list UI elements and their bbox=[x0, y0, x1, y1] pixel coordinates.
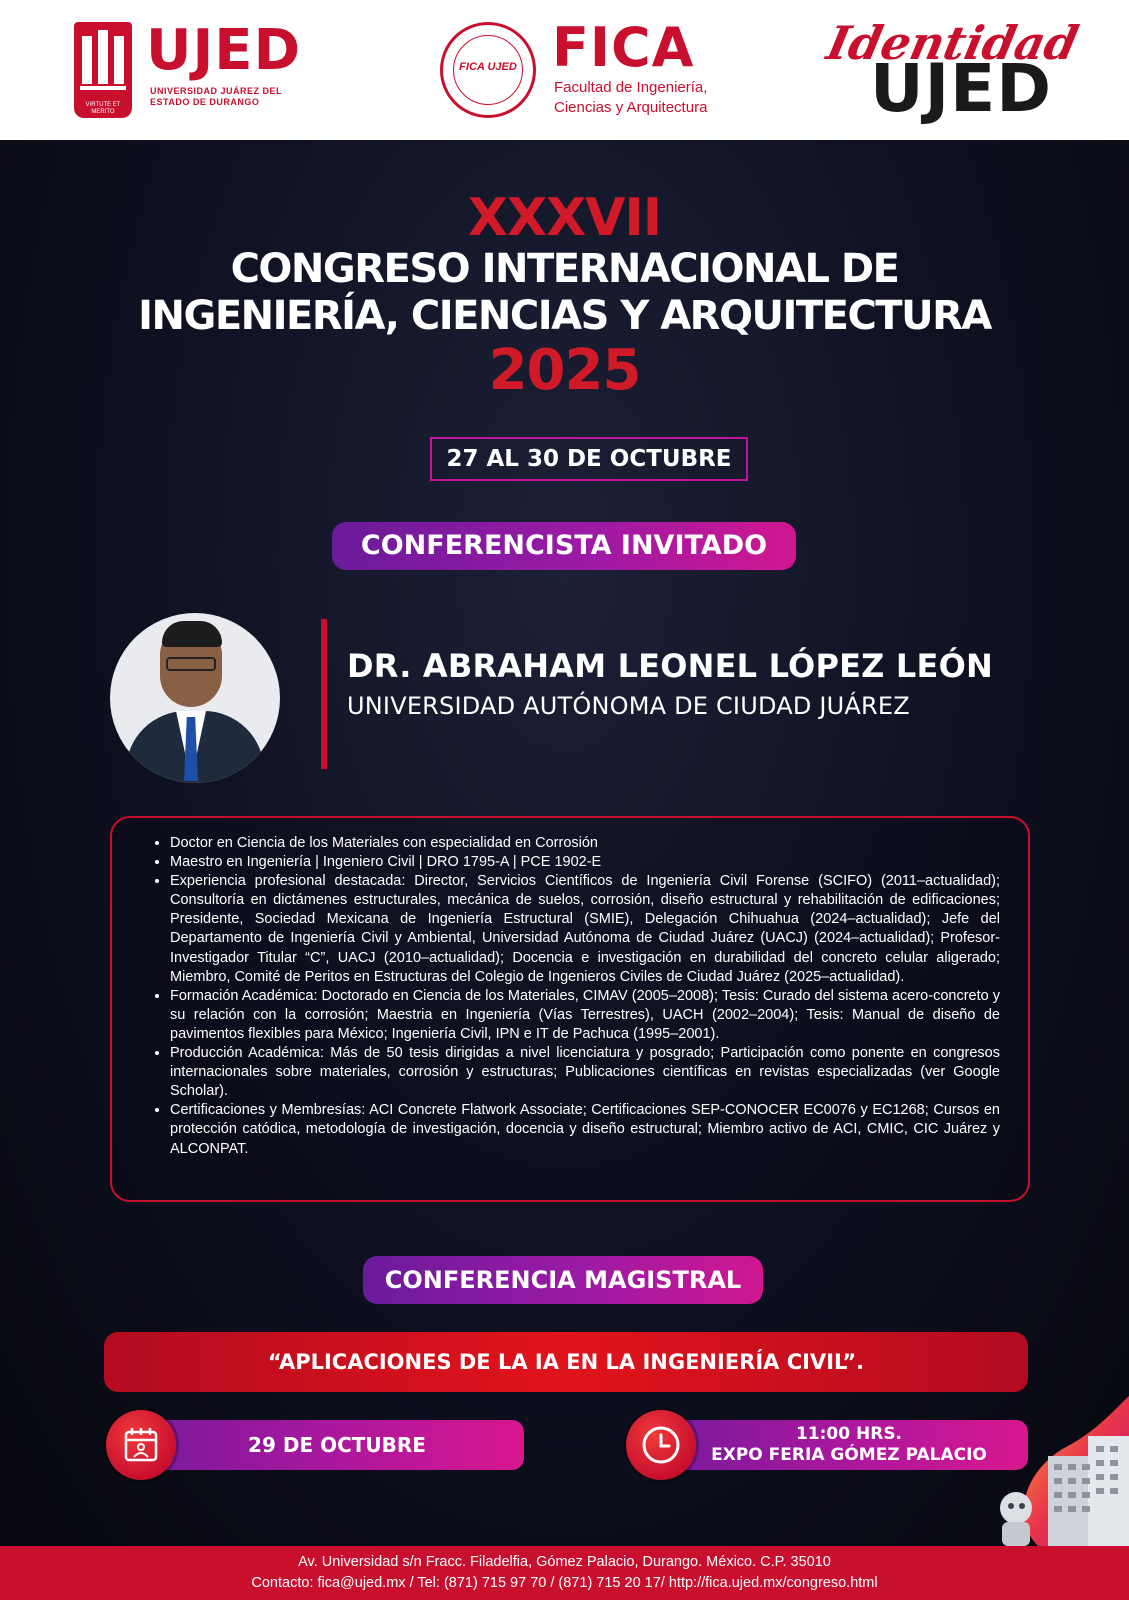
fica-subtitle bbox=[554, 78, 754, 118]
clock-icon bbox=[626, 1410, 696, 1480]
speaker-institution: UNIVERSIDAD AUTÓNOMA DE CIUDAD JUÁREZ bbox=[347, 692, 910, 720]
fica-subtitle-line1: Facultad de Ingeniería, bbox=[554, 79, 708, 96]
bio-item: • Formación Académica: Doctorado en Ciencia de los Materiales, CIMAV (2005–2008); Tesis: Curado del sistema acero-concreto y su relación con la corrosión; Maestria en Ingeniería (Vías Terrestres), UACH (2002–2004); Tesis: Manual de diseño de pavimentos flexibles para México; Ingeniería Civil, IPN e IT de Pachuca (1995–2001). bbox=[170, 987, 1000, 1044]
identidad-wordmark: UJED bbox=[870, 50, 1053, 127]
lecture-venue: EXPO FERIA GÓMEZ PALACIO bbox=[711, 1445, 987, 1465]
calendar-icon bbox=[106, 1410, 176, 1480]
header-logos bbox=[0, 0, 1129, 140]
bio-item: • Certificaciones y Membresías: ACI Concrete Flatwork Associate; Certificaciones SEP-CONOCER EC0076 y EC1268; Cursos en protección catódica, metodología de investigación, docencia y diseño estructural; Miembro activo de ACI, CMIC, CIC Juárez y ALCONPAT. bbox=[170, 1101, 1000, 1158]
bio-item: • Doctor en Ciencia de los Materiales con especialidad en Corrosión bbox=[170, 834, 1000, 853]
building-decoration bbox=[968, 1396, 1129, 1546]
event-title-line1: CONGRESO INTERNACIONAL DE bbox=[230, 246, 899, 292]
ujed-wordmark: UJED bbox=[146, 18, 302, 83]
ujed-subtitle: UNIVERSIDAD JUÁREZ DEL ESTADO DE DURANGO bbox=[150, 86, 282, 107]
speaker-bio-list bbox=[160, 834, 1000, 1159]
lecture-section-label: CONFERENCIA MAGISTRAL bbox=[363, 1256, 763, 1304]
poster-body bbox=[0, 140, 1129, 1546]
footer bbox=[0, 1546, 1129, 1600]
footer-contact: Contacto: fica@ujed.mx / Tel: (871) 715 97 70 / (871) 715 20 17/ http://fica.ujed.mx/congreso.html bbox=[251, 1575, 878, 1591]
identidad-script: Identidad bbox=[822, 16, 1083, 70]
event-edition: XXXVII bbox=[467, 188, 662, 248]
event-year: 2025 bbox=[488, 338, 641, 403]
fica-seal-text: FICA UJED bbox=[459, 61, 517, 73]
identidad-ujed-logo bbox=[820, 14, 1083, 127]
lecture-time: 11:00 HRS. bbox=[795, 1424, 903, 1444]
speaker-bio-box bbox=[110, 816, 1030, 1202]
event-title-line2: INGENIERÍA, CIENCIAS Y ARQUITECTURA bbox=[138, 293, 991, 339]
footer-address: Av. Universidad s/n Fracc. Filadelfia, Gómez Palacio, Durango. México. C.P. 35010 bbox=[298, 1554, 831, 1570]
event-dates: 27 AL 30 DE OCTUBRE bbox=[430, 437, 748, 481]
ujed-logo bbox=[74, 18, 314, 122]
lecture-topic: “APLICACIONES DE LA IA EN LA INGENIERÍA CIVIL”. bbox=[104, 1332, 1028, 1392]
ujed-crest-icon bbox=[74, 22, 132, 118]
speaker-divider bbox=[321, 619, 327, 769]
event-title bbox=[0, 190, 1129, 402]
speaker-section-label: CONFERENCISTA INVITADO bbox=[332, 522, 796, 570]
bio-item: • Producción Académica: Más de 50 tesis dirigidas a nivel licenciatura y posgrado; Participación como ponente en congresos internacionales sobre materiales, corrosión y estructuras; Publicaciones científicas en revistas especializadas (ver Google Scholar). bbox=[170, 1044, 1000, 1101]
fica-logo bbox=[440, 16, 740, 122]
speaker-photo bbox=[110, 613, 280, 783]
bio-item: • Experiencia profesional destacada: Director, Servicios Científicos de Ingeniería Civil Forense (SCIFO) (2011–actualidad); Consultoría en dictámenes estructurales, mecánica de suelos, corrosión, diseño estructural y rehabilitación de edificaciones; Presidente, Sociedad Mexicana de Ingeniería Estructural (SMIE), Delegación Chihuahua (2024–actualidad); Jefe del Departamento de Ingeniería Civil y Ambiental, Universidad Autónoma de Ciudad Juárez (UACJ) (2024–actualidad); Profesor-Investigador Titular “C”, UACJ (2010–actualidad); Docencia e investigación en durabilidad del concreto celular aligerado; Miembro, Comité de Peritos en Estructuras del Colegio de Ingenieros Civiles de Ciudad Juárez (2025–actualidad). bbox=[170, 872, 1000, 987]
fica-wordmark: FICA bbox=[552, 16, 695, 79]
bio-item: • Maestro en Ingeniería | Ingeniero Civil | DRO 1795-A | PCE 1902-E bbox=[170, 853, 1000, 872]
fica-subtitle-line2: Ciencias y Arquitectura bbox=[554, 99, 708, 116]
fica-seal-icon bbox=[440, 22, 536, 118]
speaker-name: DR. ABRAHAM LEONEL LÓPEZ LEÓN bbox=[347, 647, 993, 685]
lecture-date: 29 DE OCTUBRE bbox=[150, 1420, 524, 1470]
ujed-motto: VIRTUTE ET MERITO bbox=[85, 102, 121, 115]
